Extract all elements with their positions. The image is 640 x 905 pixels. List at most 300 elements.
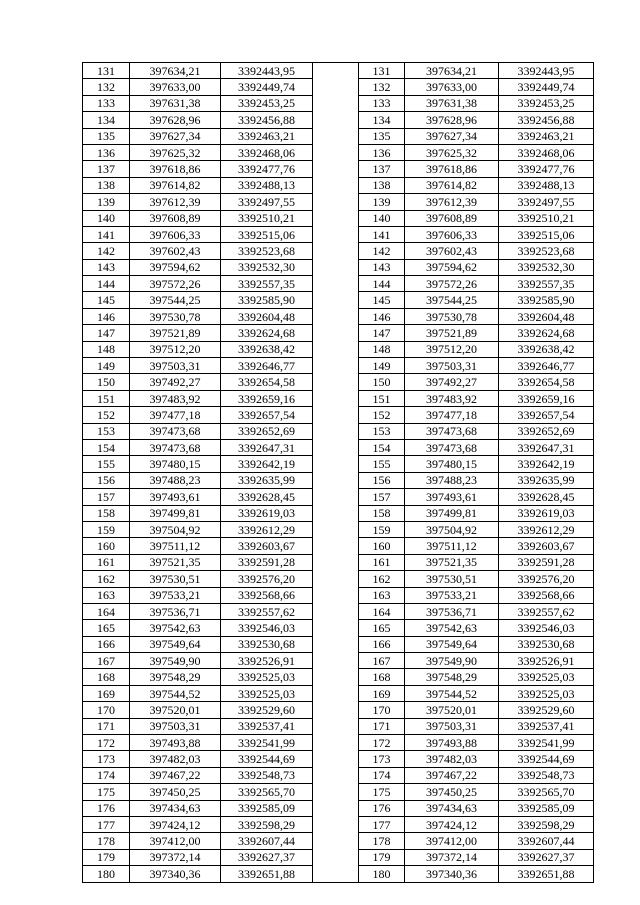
spacer-cell: [313, 554, 359, 570]
point-number-cell: 167: [359, 653, 405, 669]
table-row: [83, 325, 594, 341]
point-number-cell: 166: [83, 636, 130, 652]
y-coordinate-cell: 3392646,77: [499, 358, 594, 374]
y-coordinate-cell: 3392510,21: [499, 210, 594, 226]
point-number-cell: 147: [83, 325, 130, 341]
y-coordinate-cell: 3392612,29: [221, 521, 313, 537]
y-coordinate-cell: 3392654,58: [499, 374, 594, 390]
point-number-cell: 146: [83, 308, 130, 324]
point-number-cell: 152: [359, 407, 405, 423]
spacer-cell: [313, 128, 359, 144]
x-coordinate-cell: 397503,31: [130, 358, 221, 374]
table-row: [83, 603, 594, 619]
y-coordinate-cell: 3392443,95: [221, 63, 313, 79]
point-number-cell: 175: [359, 784, 405, 800]
table-row: [83, 521, 594, 537]
y-coordinate-cell: 3392526,91: [221, 653, 313, 669]
x-coordinate-cell: 397627,34: [130, 128, 221, 144]
point-number-cell: 132: [359, 79, 405, 95]
point-number-cell: 156: [83, 472, 130, 488]
y-coordinate-cell: 3392477,76: [499, 161, 594, 177]
point-number-cell: 163: [359, 587, 405, 603]
y-coordinate-cell: 3392647,31: [221, 439, 313, 455]
y-coordinate-cell: 3392526,91: [499, 653, 594, 669]
spacer-cell: [313, 735, 359, 751]
point-number-cell: 169: [83, 685, 130, 701]
point-number-cell: 152: [83, 407, 130, 423]
table-row: [83, 194, 594, 210]
table-row: [83, 259, 594, 275]
y-coordinate-cell: 3392557,35: [221, 276, 313, 292]
spacer-cell: [313, 489, 359, 505]
x-coordinate-cell: 397483,92: [130, 390, 221, 406]
y-coordinate-cell: 3392529,60: [221, 702, 313, 718]
x-coordinate-cell: 397511,12: [405, 538, 499, 554]
y-coordinate-cell: 3392530,68: [499, 636, 594, 652]
y-coordinate-cell: 3392568,66: [499, 587, 594, 603]
x-coordinate-cell: 397608,89: [130, 210, 221, 226]
table-row: [83, 735, 594, 751]
point-number-cell: 134: [83, 112, 130, 128]
point-number-cell: 140: [83, 210, 130, 226]
spacer-cell: [313, 226, 359, 242]
table-row: [83, 669, 594, 685]
y-coordinate-cell: 3392525,03: [221, 669, 313, 685]
table-row: [83, 144, 594, 160]
y-coordinate-cell: 3392612,29: [499, 521, 594, 537]
point-number-cell: 141: [359, 226, 405, 242]
point-number-cell: 140: [359, 210, 405, 226]
point-number-cell: 145: [359, 292, 405, 308]
y-coordinate-cell: 3392463,21: [221, 128, 313, 144]
y-coordinate-cell: 3392565,70: [221, 784, 313, 800]
y-coordinate-cell: 3392515,06: [499, 226, 594, 242]
x-coordinate-cell: 397521,35: [130, 554, 221, 570]
spacer-cell: [313, 63, 359, 79]
spacer-cell: [313, 358, 359, 374]
y-coordinate-cell: 3392557,35: [499, 276, 594, 292]
table-row: [83, 702, 594, 718]
point-number-cell: 136: [83, 144, 130, 160]
point-number-cell: 136: [359, 144, 405, 160]
x-coordinate-cell: 397614,82: [405, 177, 499, 193]
y-coordinate-cell: 3392532,30: [499, 259, 594, 275]
y-coordinate-cell: 3392576,20: [221, 571, 313, 587]
x-coordinate-cell: 397602,43: [405, 243, 499, 259]
spacer-cell: [313, 423, 359, 439]
table-row: [83, 161, 594, 177]
y-coordinate-cell: 3392642,19: [499, 456, 594, 472]
point-number-cell: 141: [83, 226, 130, 242]
x-coordinate-cell: 397628,96: [405, 112, 499, 128]
table-row: [83, 341, 594, 357]
x-coordinate-cell: 397503,31: [130, 718, 221, 734]
table-row: [83, 374, 594, 390]
point-number-cell: 172: [359, 735, 405, 751]
y-coordinate-cell: 3392598,29: [221, 816, 313, 832]
y-coordinate-cell: 3392537,41: [221, 718, 313, 734]
x-coordinate-cell: 397627,34: [405, 128, 499, 144]
y-coordinate-cell: 3392607,44: [499, 833, 594, 849]
x-coordinate-cell: 397499,81: [405, 505, 499, 521]
x-coordinate-cell: 397625,32: [405, 144, 499, 160]
y-coordinate-cell: 3392651,88: [499, 866, 594, 882]
spacer-cell: [313, 620, 359, 636]
y-coordinate-cell: 3392628,45: [221, 489, 313, 505]
x-coordinate-cell: 397521,89: [405, 325, 499, 341]
table-row: [83, 276, 594, 292]
point-number-cell: 158: [83, 505, 130, 521]
point-number-cell: 153: [83, 423, 130, 439]
point-number-cell: 178: [83, 833, 130, 849]
point-number-cell: 179: [83, 849, 130, 865]
point-number-cell: 167: [83, 653, 130, 669]
point-number-cell: 154: [359, 439, 405, 455]
x-coordinate-cell: 397488,23: [405, 472, 499, 488]
x-coordinate-cell: 397493,61: [405, 489, 499, 505]
point-number-cell: 138: [359, 177, 405, 193]
x-coordinate-cell: 397482,03: [405, 751, 499, 767]
point-number-cell: 162: [359, 571, 405, 587]
spacer-cell: [313, 571, 359, 587]
spacer-cell: [313, 653, 359, 669]
point-number-cell: 161: [359, 554, 405, 570]
spacer-cell: [313, 374, 359, 390]
x-coordinate-cell: 397488,23: [130, 472, 221, 488]
x-coordinate-cell: 397450,25: [130, 784, 221, 800]
point-number-cell: 153: [359, 423, 405, 439]
y-coordinate-cell: 3392659,16: [499, 390, 594, 406]
point-number-cell: 176: [359, 800, 405, 816]
x-coordinate-cell: 397612,39: [130, 194, 221, 210]
y-coordinate-cell: 3392523,68: [499, 243, 594, 259]
x-coordinate-cell: 397542,63: [405, 620, 499, 636]
y-coordinate-cell: 3392544,69: [221, 751, 313, 767]
spacer-cell: [313, 95, 359, 111]
y-coordinate-cell: 3392497,55: [221, 194, 313, 210]
point-number-cell: 175: [83, 784, 130, 800]
point-number-cell: 148: [83, 341, 130, 357]
x-coordinate-cell: 397536,71: [405, 603, 499, 619]
x-coordinate-cell: 397340,36: [130, 866, 221, 882]
y-coordinate-cell: 3392659,16: [221, 390, 313, 406]
spacer-cell: [313, 439, 359, 455]
spacer-cell: [313, 702, 359, 718]
point-number-cell: 133: [83, 95, 130, 111]
x-coordinate-cell: 397530,78: [130, 308, 221, 324]
y-coordinate-cell: 3392525,03: [499, 685, 594, 701]
y-coordinate-cell: 3392532,30: [221, 259, 313, 275]
y-coordinate-cell: 3392654,58: [221, 374, 313, 390]
table-row: [83, 505, 594, 521]
y-coordinate-cell: 3392449,74: [499, 79, 594, 95]
y-coordinate-cell: 3392456,88: [499, 112, 594, 128]
x-coordinate-cell: 397612,39: [405, 194, 499, 210]
x-coordinate-cell: 397473,68: [130, 439, 221, 455]
x-coordinate-cell: 397633,00: [130, 79, 221, 95]
x-coordinate-cell: 397631,38: [130, 95, 221, 111]
y-coordinate-cell: 3392463,21: [499, 128, 594, 144]
x-coordinate-cell: 397477,18: [405, 407, 499, 423]
point-number-cell: 172: [83, 735, 130, 751]
table-row: [83, 128, 594, 144]
point-number-cell: 144: [83, 276, 130, 292]
y-coordinate-cell: 3392619,03: [499, 505, 594, 521]
table-row: [83, 407, 594, 423]
y-coordinate-cell: 3392456,88: [221, 112, 313, 128]
spacer-cell: [313, 718, 359, 734]
x-coordinate-cell: 397530,78: [405, 308, 499, 324]
x-coordinate-cell: 397492,27: [405, 374, 499, 390]
spacer-cell: [313, 456, 359, 472]
x-coordinate-cell: 397618,86: [130, 161, 221, 177]
point-number-cell: 159: [359, 521, 405, 537]
y-coordinate-cell: 3392638,42: [499, 341, 594, 357]
spacer-cell: [313, 177, 359, 193]
point-number-cell: 151: [359, 390, 405, 406]
point-number-cell: 139: [359, 194, 405, 210]
point-number-cell: 160: [359, 538, 405, 554]
table-row: [83, 456, 594, 472]
point-number-cell: 164: [359, 603, 405, 619]
x-coordinate-cell: 397548,29: [130, 669, 221, 685]
point-number-cell: 137: [359, 161, 405, 177]
y-coordinate-cell: 3392591,28: [499, 554, 594, 570]
x-coordinate-cell: 397631,38: [405, 95, 499, 111]
spacer-cell: [313, 390, 359, 406]
spacer-cell: [313, 325, 359, 341]
point-number-cell: 180: [359, 866, 405, 882]
x-coordinate-cell: 397614,82: [130, 177, 221, 193]
table-row: [83, 358, 594, 374]
spacer-cell: [313, 276, 359, 292]
y-coordinate-cell: 3392477,76: [221, 161, 313, 177]
table-row: [83, 833, 594, 849]
y-coordinate-cell: 3392585,90: [221, 292, 313, 308]
point-number-cell: 142: [359, 243, 405, 259]
spacer-cell: [313, 849, 359, 865]
point-number-cell: 168: [83, 669, 130, 685]
table-row: [83, 554, 594, 570]
spacer-cell: [313, 505, 359, 521]
x-coordinate-cell: 397512,20: [405, 341, 499, 357]
point-number-cell: 151: [83, 390, 130, 406]
point-number-cell: 170: [359, 702, 405, 718]
table-row: [83, 571, 594, 587]
x-coordinate-cell: 397530,51: [130, 571, 221, 587]
y-coordinate-cell: 3392628,45: [499, 489, 594, 505]
x-coordinate-cell: 397424,12: [130, 816, 221, 832]
x-coordinate-cell: 397492,27: [130, 374, 221, 390]
table-row: [83, 751, 594, 767]
point-number-cell: 135: [83, 128, 130, 144]
point-number-cell: 156: [359, 472, 405, 488]
spacer-cell: [313, 161, 359, 177]
point-number-cell: 134: [359, 112, 405, 128]
x-coordinate-cell: 397424,12: [405, 816, 499, 832]
x-coordinate-cell: 397634,21: [405, 63, 499, 79]
x-coordinate-cell: 397340,36: [405, 866, 499, 882]
y-coordinate-cell: 3392598,29: [499, 816, 594, 832]
x-coordinate-cell: 397530,51: [405, 571, 499, 587]
y-coordinate-cell: 3392624,68: [499, 325, 594, 341]
x-coordinate-cell: 397477,18: [130, 407, 221, 423]
point-number-cell: 169: [359, 685, 405, 701]
x-coordinate-cell: 397412,00: [405, 833, 499, 849]
table-row: [83, 390, 594, 406]
y-coordinate-cell: 3392546,03: [499, 620, 594, 636]
point-number-cell: 166: [359, 636, 405, 652]
point-number-cell: 178: [359, 833, 405, 849]
x-coordinate-cell: 397602,43: [130, 243, 221, 259]
y-coordinate-cell: 3392657,54: [499, 407, 594, 423]
y-coordinate-cell: 3392529,60: [499, 702, 594, 718]
y-coordinate-cell: 3392488,13: [221, 177, 313, 193]
table-row: [83, 653, 594, 669]
x-coordinate-cell: 397594,62: [130, 259, 221, 275]
spacer-cell: [313, 636, 359, 652]
x-coordinate-cell: 397503,31: [405, 358, 499, 374]
spacer-cell: [313, 259, 359, 275]
x-coordinate-cell: 397473,68: [405, 439, 499, 455]
spacer-cell: [313, 308, 359, 324]
x-coordinate-cell: 397372,14: [130, 849, 221, 865]
x-coordinate-cell: 397634,21: [130, 63, 221, 79]
table-row: [83, 79, 594, 95]
point-number-cell: 173: [359, 751, 405, 767]
table-row: [83, 210, 594, 226]
point-number-cell: 144: [359, 276, 405, 292]
x-coordinate-cell: 397493,88: [405, 735, 499, 751]
x-coordinate-cell: 397549,90: [405, 653, 499, 669]
y-coordinate-cell: 3392541,99: [221, 735, 313, 751]
spacer-cell: [313, 587, 359, 603]
coordinate-table-body: [83, 63, 594, 883]
y-coordinate-cell: 3392652,69: [499, 423, 594, 439]
x-coordinate-cell: 397493,61: [130, 489, 221, 505]
point-number-cell: 154: [83, 439, 130, 455]
x-coordinate-cell: 397606,33: [405, 226, 499, 242]
y-coordinate-cell: 3392603,67: [221, 538, 313, 554]
y-coordinate-cell: 3392537,41: [499, 718, 594, 734]
point-number-cell: 143: [359, 259, 405, 275]
point-number-cell: 146: [359, 308, 405, 324]
table-row: [83, 423, 594, 439]
spacer-cell: [313, 407, 359, 423]
y-coordinate-cell: 3392530,68: [221, 636, 313, 652]
coordinate-table: [82, 62, 594, 883]
point-number-cell: 157: [359, 489, 405, 505]
point-number-cell: 176: [83, 800, 130, 816]
y-coordinate-cell: 3392525,03: [221, 685, 313, 701]
x-coordinate-cell: 397544,52: [130, 685, 221, 701]
y-coordinate-cell: 3392544,69: [499, 751, 594, 767]
point-number-cell: 155: [359, 456, 405, 472]
point-number-cell: 177: [359, 816, 405, 832]
y-coordinate-cell: 3392652,69: [221, 423, 313, 439]
spacer-cell: [313, 800, 359, 816]
table-row: [83, 767, 594, 783]
x-coordinate-cell: 397544,25: [130, 292, 221, 308]
y-coordinate-cell: 3392510,21: [221, 210, 313, 226]
table-row: [83, 866, 594, 882]
x-coordinate-cell: 397544,52: [405, 685, 499, 701]
y-coordinate-cell: 3392488,13: [499, 177, 594, 193]
point-number-cell: 159: [83, 521, 130, 537]
spacer-cell: [313, 833, 359, 849]
x-coordinate-cell: 397548,29: [405, 669, 499, 685]
y-coordinate-cell: 3392624,68: [221, 325, 313, 341]
y-coordinate-cell: 3392607,44: [221, 833, 313, 849]
table-row: [83, 800, 594, 816]
point-number-cell: 132: [83, 79, 130, 95]
spacer-cell: [313, 112, 359, 128]
x-coordinate-cell: 397533,21: [405, 587, 499, 603]
x-coordinate-cell: 397549,90: [130, 653, 221, 669]
spacer-cell: [313, 144, 359, 160]
point-number-cell: 168: [359, 669, 405, 685]
table-row: [83, 636, 594, 652]
y-coordinate-cell: 3392657,54: [221, 407, 313, 423]
y-coordinate-cell: 3392468,06: [499, 144, 594, 160]
x-coordinate-cell: 397572,26: [130, 276, 221, 292]
y-coordinate-cell: 3392548,73: [221, 767, 313, 783]
y-coordinate-cell: 3392647,31: [499, 439, 594, 455]
x-coordinate-cell: 397372,14: [405, 849, 499, 865]
x-coordinate-cell: 397480,15: [130, 456, 221, 472]
x-coordinate-cell: 397594,62: [405, 259, 499, 275]
y-coordinate-cell: 3392619,03: [221, 505, 313, 521]
x-coordinate-cell: 397549,64: [405, 636, 499, 652]
x-coordinate-cell: 397473,68: [405, 423, 499, 439]
y-coordinate-cell: 3392568,66: [221, 587, 313, 603]
y-coordinate-cell: 3392585,09: [221, 800, 313, 816]
point-number-cell: 177: [83, 816, 130, 832]
x-coordinate-cell: 397608,89: [405, 210, 499, 226]
table-row: [83, 784, 594, 800]
table-row: [83, 292, 594, 308]
point-number-cell: 162: [83, 571, 130, 587]
x-coordinate-cell: 397483,92: [405, 390, 499, 406]
x-coordinate-cell: 397467,22: [130, 767, 221, 783]
spacer-cell: [313, 669, 359, 685]
spacer-cell: [313, 341, 359, 357]
spacer-cell: [313, 603, 359, 619]
spacer-cell: [313, 866, 359, 882]
x-coordinate-cell: 397412,00: [130, 833, 221, 849]
x-coordinate-cell: 397536,71: [130, 603, 221, 619]
y-coordinate-cell: 3392635,99: [499, 472, 594, 488]
x-coordinate-cell: 397606,33: [130, 226, 221, 242]
spacer-cell: [313, 685, 359, 701]
table-row: [83, 718, 594, 734]
y-coordinate-cell: 3392635,99: [221, 472, 313, 488]
y-coordinate-cell: 3392523,68: [221, 243, 313, 259]
y-coordinate-cell: 3392638,42: [221, 341, 313, 357]
y-coordinate-cell: 3392627,37: [221, 849, 313, 865]
table-row: [83, 308, 594, 324]
table-row: [83, 587, 594, 603]
y-coordinate-cell: 3392604,48: [499, 308, 594, 324]
y-coordinate-cell: 3392449,74: [221, 79, 313, 95]
y-coordinate-cell: 3392497,55: [499, 194, 594, 210]
table-row: [83, 63, 594, 79]
table-row: [83, 243, 594, 259]
point-number-cell: 171: [359, 718, 405, 734]
x-coordinate-cell: 397520,01: [405, 702, 499, 718]
point-number-cell: 139: [83, 194, 130, 210]
x-coordinate-cell: 397482,03: [130, 751, 221, 767]
